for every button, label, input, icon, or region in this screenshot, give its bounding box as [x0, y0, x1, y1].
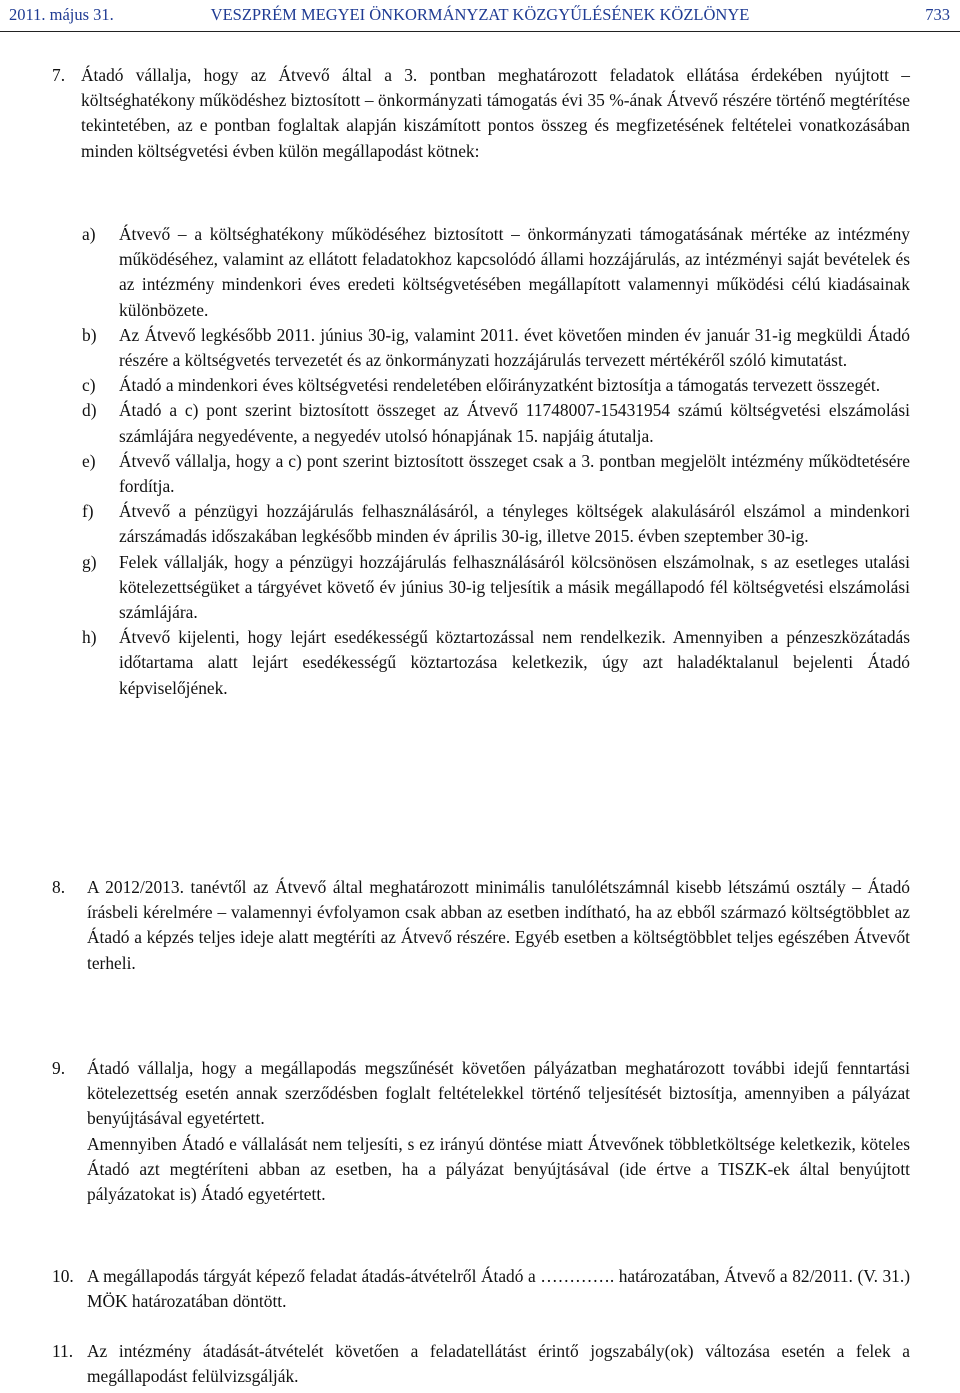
item-label: f)	[82, 501, 94, 522]
list-item	[82, 625, 910, 701]
page-header	[0, 2, 960, 28]
section-text: A 2012/2013. tanévtől az Átvevő által meghatározott minimális tanulólétszámnál kisebb létszámú osztály – Átadó írásbeli kérelmére – valamennyi évfolyamon csak abban az esetben indítható, ha az ebből származó költségtöbblet az Átadó a képzés teljes ideje alatt megtéríti az Átvevő részére. Egyéb esetben a költségtöbblet teljes egészében Átvevőt terheli.	[87, 877, 910, 973]
section-text: Átadó vállalja, hogy az Átvevő által a 3. pontban meghatározott feladatok ellátása érdekében nyújtott – költséghatékony működéshez biztosított – önkormányzati támogatás évi 35 %-ának Átvevő részére történő megtérítése tekintetében, az e pontban foglaltak alapján kiszámított pontos összeg és megfizetésének feltételei vonatkozásában minden költségvetési évben külön megállapodást kötnek:	[81, 65, 910, 161]
section-number: 11.	[52, 1341, 74, 1361]
header-rule	[0, 31, 960, 32]
section-7	[52, 63, 910, 164]
item-text: Átadó a mindenkori éves költségvetési rendeletében előirányzatként biztosítja a támogatás tervezett összegét.	[119, 375, 881, 396]
item-text: Átvevő a pénzügyi hozzájárulás felhasználásáról, a tényleges költségek alakulásáról elszámol a mindenkori zárszámadás időszakában legkésőbb minden év április 30-ig, illetve 2015. évben szeptember 30-ig.	[119, 501, 910, 547]
section-number: 7.	[52, 65, 66, 85]
item-label: d)	[82, 400, 97, 421]
list-item	[82, 398, 910, 448]
list-item	[82, 373, 910, 398]
header-date: 2011. május 31.	[9, 5, 114, 24]
item-text: Átvevő kijelenti, hogy lejárt esedékességű köztartozással nem rendelkezik. Amennyiben a pénzeszközátadás időtartama alatt lejárt esedékességű köztartozása keletkezik, úgy azt haladéktalanul bejelenti Átadó képviselőjének.	[119, 627, 910, 698]
list-item	[82, 550, 910, 626]
section-11-body	[52, 1339, 910, 1389]
section-number: 10.	[52, 1266, 74, 1286]
item-text: Átvevő vállalja, hogy a c) pont szerint biztosított összeget csak a 3. pontban megjelölt intézmény működtetésére fordítja.	[119, 450, 910, 497]
item-text: Átvevő – a költséghatékony működéséhez biztosított – önkormányzati támogatásának mértéke az intézmény működéséhez, valamint az ellátott feladatokhoz kapcsolódó állami hozzájárulás, az intézményi saját bevételek és az intézmény mindenkori éves eredeti költségvetésében megállapított valamennyi működési célú kiadásainak különbözete.	[119, 224, 910, 320]
item-label: e)	[82, 450, 96, 471]
section-9	[52, 1056, 910, 1207]
section-text: Átadó vállalja, hogy a megállapodás megszűnését követően pályázatban meghatározott további idejű fenntartási kötelezettség esetén annak szerződésben foglalt feltételekkel történő teljesítését biztosítja, amennyiben a pályázat benyújtásával egyetértett.	[87, 1058, 910, 1129]
section-number: 9.	[52, 1058, 66, 1078]
section-text: Az intézmény átadását-átvételét követően a feladatellátást érintő jogszabály(ok) változása esetén a felek a megállapodást felülvizsgálják.	[87, 1341, 910, 1387]
section-8-body	[52, 875, 910, 976]
section-10-body	[52, 1264, 910, 1314]
list-item	[82, 222, 910, 323]
section-number: 8.	[52, 877, 66, 897]
section-text: Amennyiben Átadó e vállalását nem teljesíti, s ez irányú döntése miatt Átvevőnek többletköltsége keletkezik, köteles Átadó azt megtéríteni abban az esetben, ha a pályázat benyújtásával (ide értve a TISZK-ek által benyújtott pályázatokat is) Átadó egyetértett.	[87, 1133, 910, 1205]
section-10	[52, 1264, 910, 1314]
item-label: b)	[82, 324, 97, 345]
item-label: c)	[82, 375, 96, 396]
item-label: h)	[82, 627, 97, 648]
item-text: Az Átvevő legkésőbb 2011. június 30-ig, valamint 2011. évet követően minden év január 31-ig megküldi Átadó részére a költségvetés tervezetét és az önkormányzati hozzájárulás tervezett mértékéről szóló kimutatást.	[119, 324, 910, 371]
item-label: a)	[82, 224, 96, 244]
item-text: Felek vállalják, hogy a pénzügyi hozzájárulás felhasználásáról kölcsönösen elszámolnak, s az esetleges utalási kötelezettségüket a tárgyévet követő év június 30-ig teljesítik a másik megállapodó fél költségvetési elszámolási számlájára.	[119, 551, 910, 623]
list-item	[82, 323, 910, 373]
section-7-items	[82, 222, 910, 701]
header-page-number: 733	[925, 5, 950, 24]
item-text: Átadó a c) pont szerint biztosított összeget az Átvevő 11748007-15431954 számú költségvetési elszámolási számlájára negyedévente, a negyedév utolsó hónapjának 15. napjáig átutalja.	[119, 400, 910, 446]
list-item	[82, 499, 910, 549]
section-11	[52, 1339, 910, 1389]
section-text: A megállapodás tárgyát képező feladat átadás-átvételről Átadó a …………. határozatában, Átvevő a 82/2011. (V. 31.) MÖK határozatában döntött.	[87, 1266, 910, 1312]
section-8	[52, 875, 910, 976]
section-9-text	[87, 1056, 910, 1207]
section-9-body	[52, 1056, 910, 1207]
section-7-intro	[52, 63, 910, 164]
list-item	[82, 449, 910, 499]
item-label: g)	[82, 551, 97, 572]
header-title: VESZPRÉM MEGYEI ÖNKORMÁNYZAT KÖZGYŰLÉSÉNEK KÖZLÖNYE	[210, 5, 750, 24]
